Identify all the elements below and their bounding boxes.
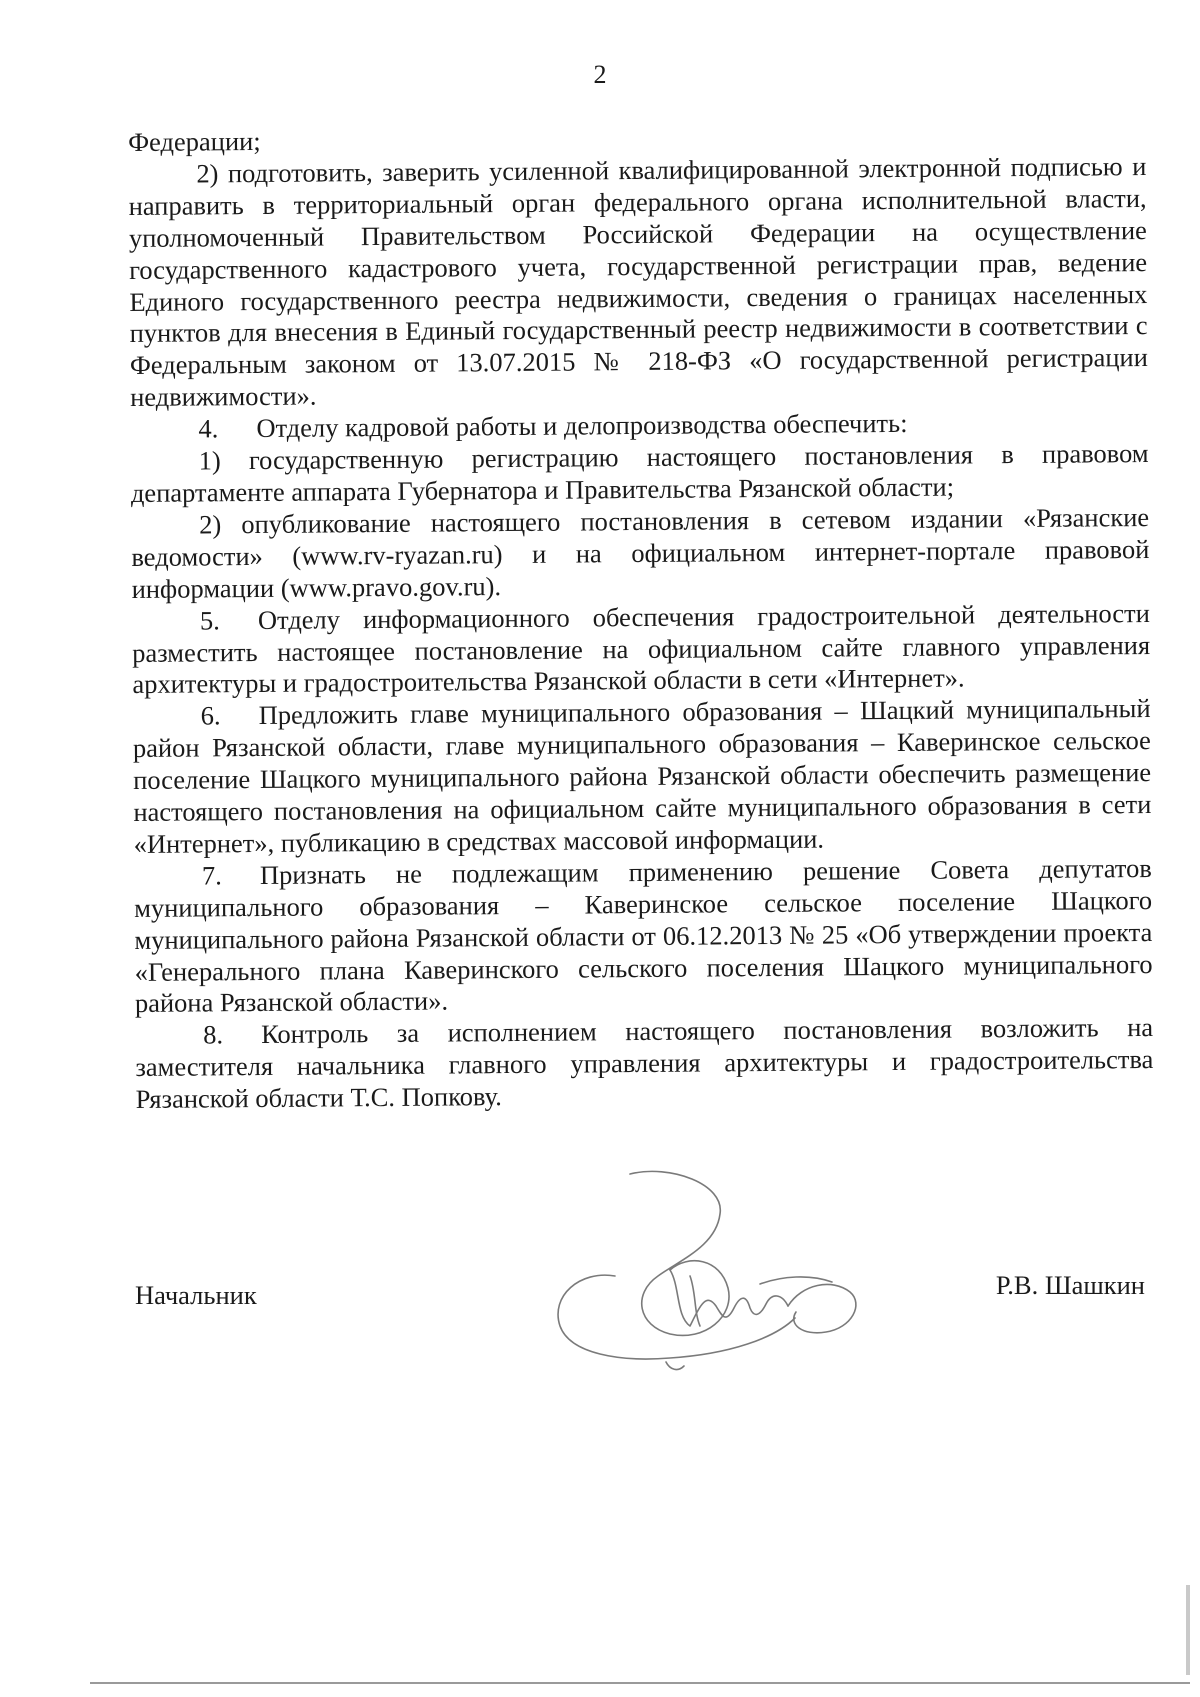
paragraph-subitem-4-1: 1) государственную регистрацию настоящего постановления в правовом департаменте аппарата Губернатора и Правительства Рязанской области;: [130, 438, 1149, 508]
item-number: 4.: [198, 413, 219, 444]
scan-bottom-rule: [90, 1682, 1190, 1684]
page-number: 2: [593, 60, 607, 89]
paragraph-item-8: [135, 1012, 1154, 1116]
paragraph-subitem-4-2: 2) опубликование настоящего постановления в сетевом издании «Рязанские ведомости» (www.rv-ryazan.ru) и на официальном интернет-портале правовой информации (www.pravo.gov.ru).: [131, 501, 1150, 604]
item-number: 5.: [199, 604, 220, 636]
item-text: Признать не подлежащим применению решение Совета депутатов муниципального образования – Каверинское сельское поселение Шацкого муниципального района Рязанской области от 06.12.2013 № 25 «Об утверждении проекта «Генерального плана Каверинского сельского поселения Шацкого муниципального района Рязанской области».: [134, 852, 1153, 1019]
item-text: Предложить главе муниципального образования – Шацкий муниципальный район Рязанской области, главе муниципального образования – Каверинское сельское поселение Шацкого муниципального района Рязанской области обеспечить размещение настоящего постановления на официальном сайте муниципального образования в сети «Интернет», публикацию в средствах массовой информации.: [132, 693, 1152, 859]
item-number: 6.: [200, 700, 221, 731]
paragraph-item-7: [134, 853, 1153, 1021]
signatory-name: Р.В. Шашкин: [995, 1270, 1145, 1300]
signatory-title: Начальник: [135, 1280, 257, 1310]
paragraph-subitem-2: 2) подготовить, заверить усиленной квалифицированной электронной подписью и направить в территориальный орган федерального органа исполнительной власти, уполномоченный Правительством Российской Федерации на осуществление государственного кадастрового учета, государственной регистрации прав, ведение Единого государственного реестра недвижимости, сведения о границах населенных пунктов для внесения в Единый государственный реестр недвижимости в соответствии с Федеральным законом от 13.07.2015 № 218-ФЗ «О государственной регистрации недвижимости».: [128, 150, 1148, 413]
handwritten-signature: [520, 1166, 865, 1376]
signature-block: [135, 1258, 1145, 1418]
paragraph-continuation: Федерации;: [128, 125, 261, 157]
item-text: Контроль за исполнением настоящего постановления возложить на заместителя начальника главного управления архитектуры и градостроительства Рязанской области Т.С. Попкову.: [135, 1012, 1154, 1115]
paragraph-item-5: [132, 598, 1151, 702]
paragraph-item-6: [133, 693, 1152, 861]
item-text: Отделу кадровой работы и делопроизводства обеспечить:: [256, 408, 908, 444]
scan-edge-mark: [1186, 1585, 1190, 1675]
item-number: 8.: [203, 1019, 224, 1050]
document-body: [128, 119, 1154, 1116]
item-number: 7.: [201, 860, 222, 891]
item-text: Отделу информационного обеспечения градостроительной деятельности разместить настоящее постановление на официальном сайте главного управления архитектуры и градостроительства Рязанской области в сети «Интернет».: [132, 597, 1151, 700]
